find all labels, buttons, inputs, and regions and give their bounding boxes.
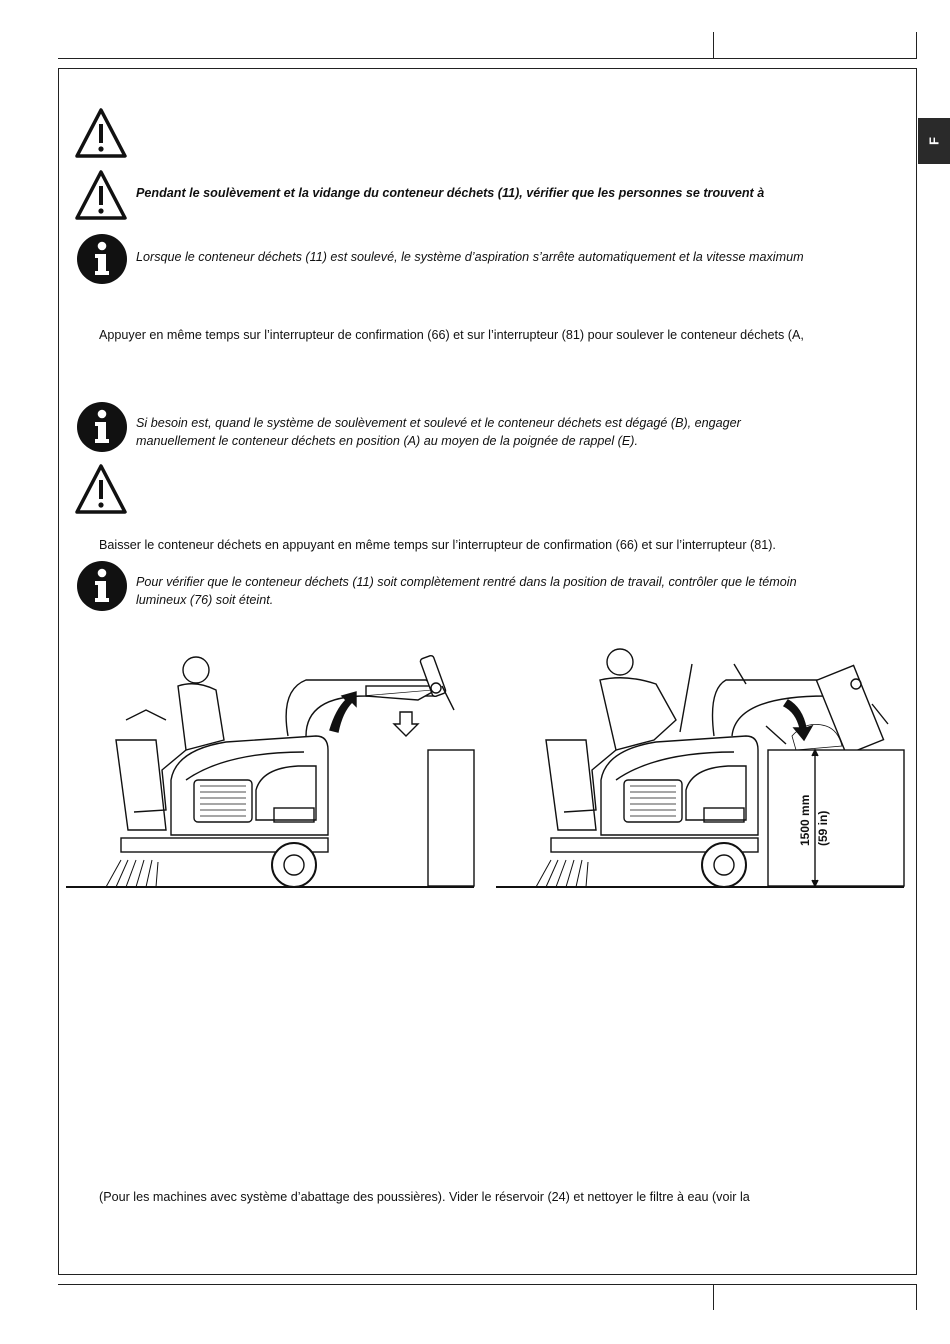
info-circle-icon (76, 560, 128, 612)
info-3-line-1: Pour vérifier que le conteneur déchets (11) soit complètement rentré dans la position de travail, contrôler que le témoin (136, 575, 797, 589)
dimension-label-in: (59 in) (816, 810, 830, 846)
footer-divider-right (916, 1284, 917, 1310)
warning-2-text: Pendant le soulèvement et la vidange du conteneur déchets (11), vérifier que les personnes se trouvent à (136, 186, 765, 200)
paragraph-2: Baisser le conteneur déchets en appuyant en même temps sur l’interrupteur de confirmation (66) et sur l’interrupteur (81). (99, 538, 776, 552)
sweeper-dump-illustration-right (496, 640, 908, 892)
info-1-text: Lorsque le conteneur déchets (11) est soulevé, le système d’aspiration s’arrête automatiquement et la vitesse maximum (136, 250, 804, 264)
sweeper-lift-illustration-left (66, 640, 478, 892)
warning-triangle-icon (74, 107, 128, 159)
header-rule (58, 58, 917, 59)
header-divider (713, 32, 714, 58)
info-3-line-2: lumineux (76) soit éteint. (136, 593, 274, 607)
info-2-line-2: manuellement le conteneur déchets en position (A) au moyen de la poignée de rappel (E). (136, 434, 638, 448)
warning-triangle-icon (74, 463, 128, 515)
side-language-tab (918, 118, 950, 164)
footer-divider (713, 1284, 714, 1310)
warning-triangle-icon (74, 169, 128, 221)
header-divider-right (916, 32, 917, 58)
info-circle-icon (76, 401, 128, 453)
paragraph-1: Appuyer en même temps sur l’interrupteur de confirmation (66) et sur l’interrupteur (81) pour soulever le conteneur déchets (A, (99, 328, 804, 342)
info-2-line-1: Si besoin est, quand le système de soulèvement et soulevé et le conteneur déchets est dégagé (B), engager (136, 416, 741, 430)
side-tab-label: F (926, 137, 942, 145)
info-circle-icon (76, 233, 128, 285)
footer-rule (58, 1284, 917, 1285)
paragraph-3: (Pour les machines avec système d’abattage des poussières). Vider le réservoir (24) et nettoyer le filtre à eau (voir la (99, 1190, 750, 1204)
dimension-label-mm: 1500 mm (798, 794, 812, 846)
